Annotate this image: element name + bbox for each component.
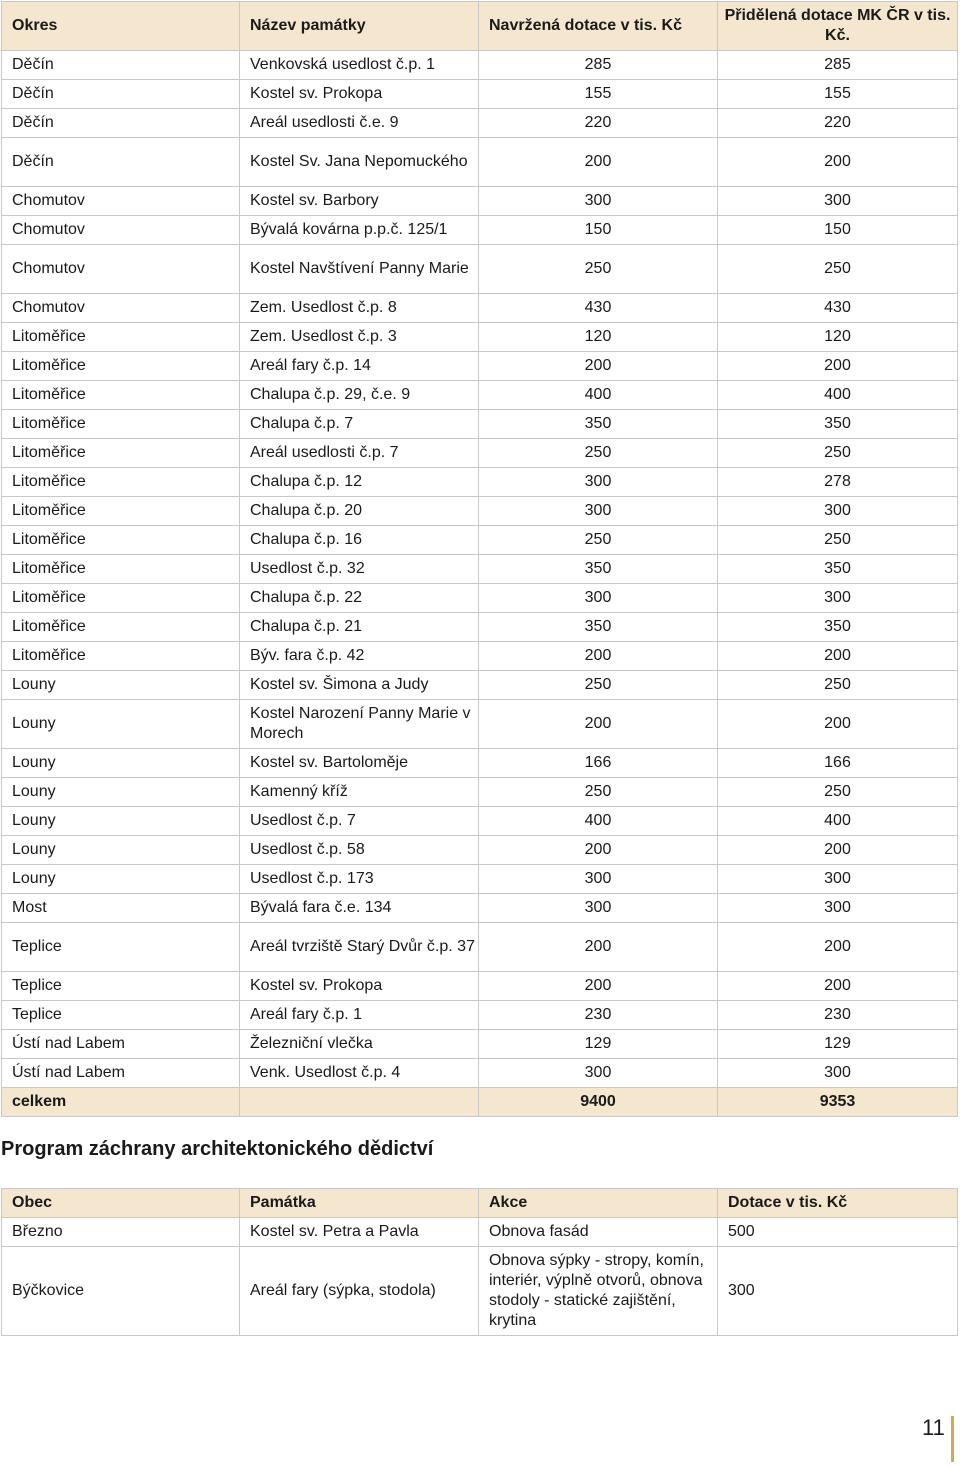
granted-subsidy-cell: 200: [718, 972, 958, 1001]
monument-name-cell: Chalupa č.p. 21: [240, 613, 479, 642]
proposed-subsidy-cell: 300: [479, 187, 718, 216]
district-cell: Chomutov: [2, 216, 240, 245]
total-label: celkem: [2, 1088, 240, 1117]
table-row: [2, 138, 958, 187]
table-row: [2, 323, 958, 352]
proposed-subsidy-cell: 250: [479, 245, 718, 294]
monument-name-cell: Venkovská usedlost č.p. 1: [240, 51, 479, 80]
table-row: [2, 245, 958, 294]
table-row: [2, 109, 958, 138]
monument-name-cell: Kostel sv. Bartoloměje: [240, 749, 479, 778]
proposed-subsidy-cell: 129: [479, 1030, 718, 1059]
district-cell: Louny: [2, 865, 240, 894]
monument-name-cell: Kostel sv. Prokopa: [240, 972, 479, 1001]
monument-name-cell: Kostel sv. Šimona a Judy: [240, 671, 479, 700]
proposed-subsidy-cell: 300: [479, 1059, 718, 1088]
monument-name-cell: Kostel Sv. Jana Nepomuckého: [240, 138, 479, 187]
granted-subsidy-cell: 200: [718, 642, 958, 671]
district-cell: Louny: [2, 836, 240, 865]
monument-name-cell: Zem. Usedlost č.p. 3: [240, 323, 479, 352]
granted-subsidy-cell: 230: [718, 1001, 958, 1030]
proposed-subsidy-cell: 250: [479, 439, 718, 468]
proposed-subsidy-cell: 200: [479, 352, 718, 381]
monument-name-cell: Kostel sv. Barbory: [240, 187, 479, 216]
granted-subsidy-cell: 250: [718, 526, 958, 555]
proposed-subsidy-cell: 285: [479, 51, 718, 80]
table-row: [2, 468, 958, 497]
monument-name-cell: Chalupa č.p. 7: [240, 410, 479, 439]
monument-name-cell: Bývalá kovárna p.p.č. 125/1: [240, 216, 479, 245]
district-cell: Chomutov: [2, 294, 240, 323]
district-cell: Louny: [2, 749, 240, 778]
proposed-subsidy-cell: 200: [479, 138, 718, 187]
district-cell: Litoměřice: [2, 497, 240, 526]
municipality-cell: Březno: [2, 1218, 240, 1247]
total-empty-cell: [240, 1088, 479, 1117]
table-row: [2, 807, 958, 836]
proposed-subsidy-cell: 250: [479, 671, 718, 700]
granted-subsidy-cell: 200: [718, 700, 958, 749]
district-cell: Litoměřice: [2, 410, 240, 439]
header-monument: Památka: [240, 1189, 479, 1218]
monument-cell: Areál fary (sýpka, stodola): [240, 1247, 479, 1336]
monument-name-cell: Chalupa č.p. 22: [240, 584, 479, 613]
action-cell: Obnova fasád: [479, 1218, 718, 1247]
granted-subsidy-cell: 129: [718, 1030, 958, 1059]
page-number-accent-bar: [951, 1416, 954, 1462]
proposed-subsidy-cell: 155: [479, 80, 718, 109]
proposed-subsidy-cell: 300: [479, 497, 718, 526]
granted-subsidy-cell: 200: [718, 138, 958, 187]
municipality-cell: Býčkovice: [2, 1247, 240, 1336]
page-number: 11: [922, 1415, 945, 1440]
district-cell: Litoměřice: [2, 526, 240, 555]
monument-name-cell: Kostel Navštívení Panny Marie: [240, 245, 479, 294]
table-header-row: [2, 2, 958, 51]
proposed-subsidy-cell: 200: [479, 972, 718, 1001]
subsidy-cell: 300: [718, 1247, 958, 1336]
proposed-subsidy-cell: 300: [479, 865, 718, 894]
proposed-subsidy-cell: 200: [479, 923, 718, 972]
table-row: [2, 526, 958, 555]
table-row: [2, 894, 958, 923]
district-cell: Děčín: [2, 109, 240, 138]
header-monument-name: Název památky: [240, 2, 479, 51]
proposed-subsidy-cell: 430: [479, 294, 718, 323]
proposed-subsidy-cell: 220: [479, 109, 718, 138]
table-row: [2, 1218, 958, 1247]
header-municipality: Obec: [2, 1189, 240, 1218]
district-cell: Litoměřice: [2, 613, 240, 642]
proposed-subsidy-cell: 300: [479, 584, 718, 613]
proposed-subsidy-cell: 166: [479, 749, 718, 778]
district-cell: Litoměřice: [2, 439, 240, 468]
table-row: [2, 410, 958, 439]
district-cell: Louny: [2, 671, 240, 700]
district-cell: Děčín: [2, 51, 240, 80]
proposed-subsidy-cell: 300: [479, 468, 718, 497]
proposed-subsidy-cell: 300: [479, 894, 718, 923]
granted-subsidy-cell: 200: [718, 923, 958, 972]
table-row: [2, 1030, 958, 1059]
table-row: [2, 1247, 958, 1336]
table-row: [2, 700, 958, 749]
total-proposed: 9400: [479, 1088, 718, 1117]
monument-name-cell: Kostel sv. Prokopa: [240, 80, 479, 109]
monument-name-cell: Chalupa č.p. 16: [240, 526, 479, 555]
granted-subsidy-cell: 250: [718, 245, 958, 294]
monument-name-cell: Usedlost č.p. 7: [240, 807, 479, 836]
total-granted: 9353: [718, 1088, 958, 1117]
granted-subsidy-cell: 120: [718, 323, 958, 352]
table-row: [2, 584, 958, 613]
district-cell: Teplice: [2, 1001, 240, 1030]
granted-subsidy-cell: 300: [718, 497, 958, 526]
table-row: [2, 778, 958, 807]
table-row: [2, 51, 958, 80]
total-row: [2, 1088, 958, 1117]
district-cell: Litoměřice: [2, 352, 240, 381]
district-cell: Litoměřice: [2, 642, 240, 671]
granted-subsidy-cell: 300: [718, 894, 958, 923]
proposed-subsidy-cell: 200: [479, 836, 718, 865]
granted-subsidy-cell: 350: [718, 613, 958, 642]
granted-subsidy-cell: 166: [718, 749, 958, 778]
granted-subsidy-cell: 300: [718, 1059, 958, 1088]
granted-subsidy-cell: 430: [718, 294, 958, 323]
monument-name-cell: Areál fary č.p. 14: [240, 352, 479, 381]
granted-subsidy-cell: 250: [718, 439, 958, 468]
monument-name-cell: Venk. Usedlost č.p. 4: [240, 1059, 479, 1088]
monument-name-cell: Kamenný kříž: [240, 778, 479, 807]
proposed-subsidy-cell: 350: [479, 555, 718, 584]
table-row: [2, 352, 958, 381]
granted-subsidy-cell: 200: [718, 836, 958, 865]
monument-name-cell: Usedlost č.p. 32: [240, 555, 479, 584]
table-row: [2, 187, 958, 216]
architecture-program-table: [1, 1188, 958, 1336]
table-row: [2, 1001, 958, 1030]
district-cell: Litoměřice: [2, 555, 240, 584]
monument-name-cell: Bývalá fara č.e. 134: [240, 894, 479, 923]
granted-subsidy-cell: 285: [718, 51, 958, 80]
proposed-subsidy-cell: 400: [479, 381, 718, 410]
granted-subsidy-cell: 400: [718, 381, 958, 410]
monument-name-cell: Chalupa č.p. 20: [240, 497, 479, 526]
table-row: [2, 836, 958, 865]
proposed-subsidy-cell: 200: [479, 642, 718, 671]
district-cell: Teplice: [2, 923, 240, 972]
granted-subsidy-cell: 400: [718, 807, 958, 836]
district-cell: Děčín: [2, 80, 240, 109]
granted-subsidy-cell: 155: [718, 80, 958, 109]
subsidy-table: [1, 1, 958, 1117]
monument-name-cell: Kostel Narození Panny Marie v Morech: [240, 700, 479, 749]
header-granted-subsidy: Přidělená dotace MK ČR v tis. Kč.: [718, 2, 958, 51]
proposed-subsidy-cell: 250: [479, 778, 718, 807]
table-row: [2, 671, 958, 700]
action-cell: Obnova sýpky - stropy, komín, interiér, výplně otvorů, obnova stodoly - statické zajištění, krytina: [479, 1247, 718, 1336]
monument-name-cell: Železniční vlečka: [240, 1030, 479, 1059]
proposed-subsidy-cell: 350: [479, 410, 718, 439]
granted-subsidy-cell: 200: [718, 352, 958, 381]
proposed-subsidy-cell: 230: [479, 1001, 718, 1030]
district-cell: Louny: [2, 778, 240, 807]
monument-name-cell: Býv. fara č.p. 42: [240, 642, 479, 671]
proposed-subsidy-cell: 200: [479, 700, 718, 749]
table-row: [2, 381, 958, 410]
granted-subsidy-cell: 350: [718, 555, 958, 584]
granted-subsidy-cell: 220: [718, 109, 958, 138]
district-cell: Litoměřice: [2, 584, 240, 613]
monument-name-cell: Zem. Usedlost č.p. 8: [240, 294, 479, 323]
table-row: [2, 749, 958, 778]
table-row: [2, 497, 958, 526]
table-row: [2, 555, 958, 584]
district-cell: Děčín: [2, 138, 240, 187]
table-row: [2, 865, 958, 894]
district-cell: Louny: [2, 700, 240, 749]
granted-subsidy-cell: 150: [718, 216, 958, 245]
district-cell: Chomutov: [2, 187, 240, 216]
monument-cell: Kostel sv. Petra a Pavla: [240, 1218, 479, 1247]
table-row: [2, 294, 958, 323]
subsidy-cell: 500: [718, 1218, 958, 1247]
header-district: Okres: [2, 2, 240, 51]
table-row: [2, 972, 958, 1001]
proposed-subsidy-cell: 120: [479, 323, 718, 352]
monument-name-cell: Areál fary č.p. 1: [240, 1001, 479, 1030]
district-cell: Chomutov: [2, 245, 240, 294]
header-proposed-subsidy: Navržená dotace v tis. Kč: [479, 2, 718, 51]
granted-subsidy-cell: 250: [718, 778, 958, 807]
monument-name-cell: Chalupa č.p. 12: [240, 468, 479, 497]
header-action: Akce: [479, 1189, 718, 1218]
section-title: Program záchrany architektonického dědictví: [1, 1138, 434, 1160]
proposed-subsidy-cell: 250: [479, 526, 718, 555]
proposed-subsidy-cell: 150: [479, 216, 718, 245]
district-cell: Ústí nad Labem: [2, 1059, 240, 1088]
table-row: [2, 613, 958, 642]
table-header-row: [2, 1189, 958, 1218]
district-cell: Teplice: [2, 972, 240, 1001]
table-row: [2, 1059, 958, 1088]
table-row: [2, 923, 958, 972]
proposed-subsidy-cell: 350: [479, 613, 718, 642]
district-cell: Litoměřice: [2, 381, 240, 410]
monument-name-cell: Usedlost č.p. 173: [240, 865, 479, 894]
granted-subsidy-cell: 250: [718, 671, 958, 700]
granted-subsidy-cell: 300: [718, 865, 958, 894]
district-cell: Most: [2, 894, 240, 923]
monument-name-cell: Areál usedlosti č.p. 7: [240, 439, 479, 468]
district-cell: Ústí nad Labem: [2, 1030, 240, 1059]
granted-subsidy-cell: 300: [718, 584, 958, 613]
granted-subsidy-cell: 350: [718, 410, 958, 439]
table-row: [2, 642, 958, 671]
monument-name-cell: Chalupa č.p. 29, č.e. 9: [240, 381, 479, 410]
monument-name-cell: Areál tvrziště Starý Dvůr č.p. 37: [240, 923, 479, 972]
table-row: [2, 439, 958, 468]
district-cell: Louny: [2, 807, 240, 836]
granted-subsidy-cell: 278: [718, 468, 958, 497]
granted-subsidy-cell: 300: [718, 187, 958, 216]
proposed-subsidy-cell: 400: [479, 807, 718, 836]
header-subsidy: Dotace v tis. Kč: [718, 1189, 958, 1218]
table-row: [2, 216, 958, 245]
district-cell: Litoměřice: [2, 323, 240, 352]
table-row: [2, 80, 958, 109]
monument-name-cell: Areál usedlosti č.e. 9: [240, 109, 479, 138]
district-cell: Litoměřice: [2, 468, 240, 497]
monument-name-cell: Usedlost č.p. 58: [240, 836, 479, 865]
